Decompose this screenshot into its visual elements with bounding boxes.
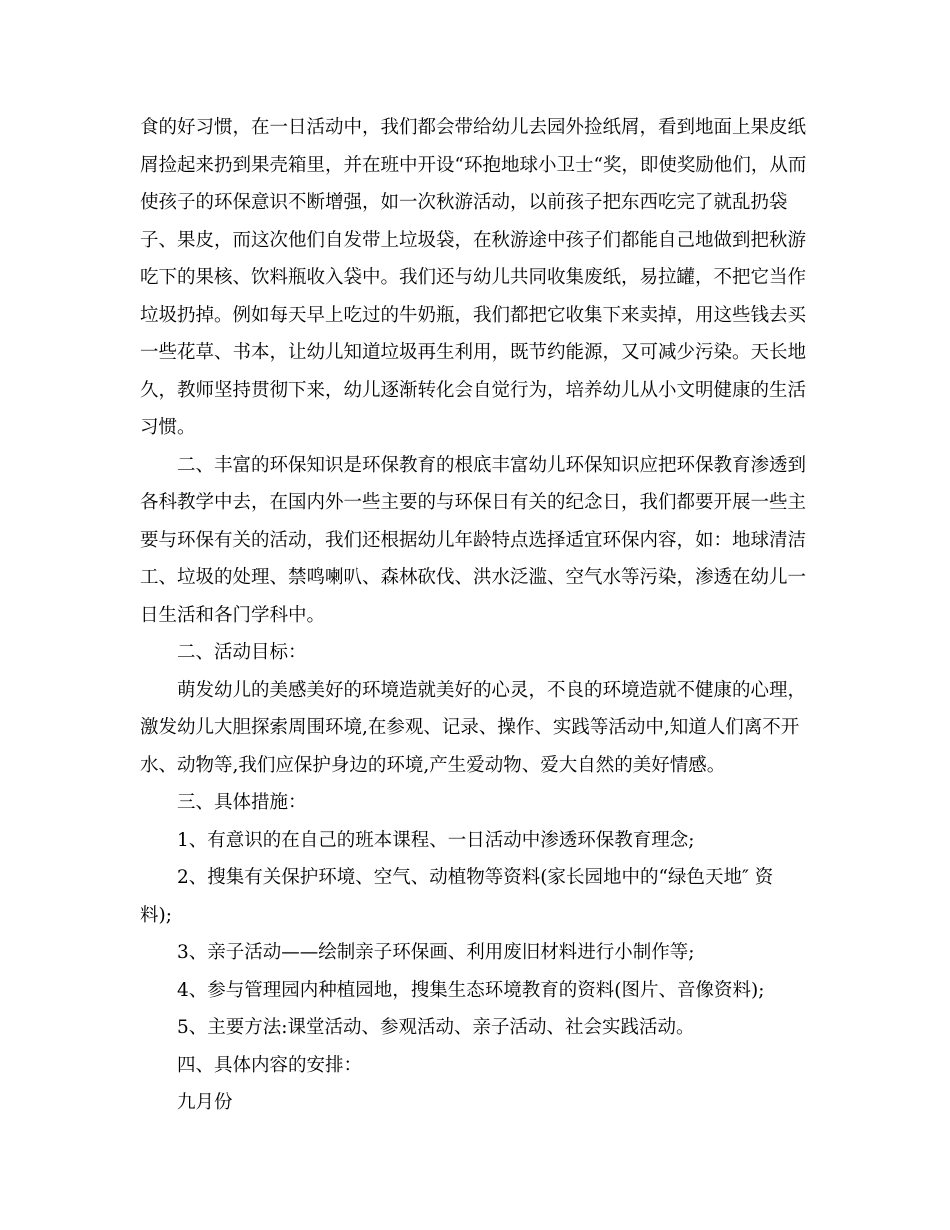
section-heading: 四、具体内容的安排： xyxy=(177,1054,363,1076)
heading-measures xyxy=(140,784,830,822)
text-line: 各科教学中去，在国内外一些主要的与环保日有关的纪念日，我们都要开展一些主 xyxy=(140,492,807,513)
text-line: 久，教师坚持贯彻下来，幼儿逐渐转化会自觉行为，培养幼儿从小文明健康的生活 xyxy=(140,379,807,401)
section-heading: 三、具体措施： xyxy=(177,792,307,813)
text-line: 子、果皮，而这次他们自发带上垃圾袋，在秋游途中孩子们都能自己地做到把秋游 xyxy=(140,229,807,251)
text-line: 食的好习惯，在一日活动中，我们都会带给幼儿去园外捡纸屑，看到地面上果皮纸 xyxy=(140,117,807,138)
paragraph-habits xyxy=(140,109,830,447)
heading-content-schedule xyxy=(140,1047,830,1085)
text-line: 吃下的果核、饮料瓶收入袋中。我们还与幼儿共同收集废纸，易拉罐，不把它当作 xyxy=(140,267,807,288)
text-line: 2、搜集有关保护环境、空气、动植物等资料(家长园地中的“绿色天地″ 资 xyxy=(177,867,774,888)
text-line: 使孩子的环保意识不断增强，如一次秋游活动，以前孩子把东西吃完了就乱扔袋 xyxy=(140,192,788,213)
text-line: 3、亲子活动——绘制亲子环保画、利用废旧材料进行小制作等; xyxy=(177,942,695,963)
list-item-1 xyxy=(140,822,830,860)
text-line: 屑捡起来扔到果壳箱里，并在班中开设“环抱地球小卫士“奖，即使奖励他们，从而 xyxy=(140,154,807,176)
paragraph-knowledge xyxy=(140,447,830,635)
text-line: 5、主要方法:课堂活动、参观活动、亲子活动、社会实践活动。 xyxy=(177,1017,695,1038)
heading-activity-goals xyxy=(140,634,830,672)
list-item-4 xyxy=(140,972,830,1010)
text-line: 垃圾扔掉。例如每天早上吃过的牛奶瓶，我们都把它收集下来卖掉，用这些钱去买 xyxy=(140,304,807,326)
text-line: 1、有意识的在自己的班本课程、一日活动中渗透环保教育理念; xyxy=(177,829,695,851)
text-line: 水、动物等,我们应保护身边的环境,产生爱动物、爱大自然的美好情感。 xyxy=(140,754,726,776)
text-line: 要与环保有关的活动，我们还根据幼儿年龄特点选择适宜环保内容，如：地球清洁 xyxy=(140,529,807,551)
text-line: 料); xyxy=(140,904,172,926)
text-line: 4、参与管理园内种植园地，搜集生态环境教育的资料(图片、音像资料); xyxy=(177,979,765,1001)
text-line: 激发幼儿大胆探索周围环境,在参观、记录、操作、实践等活动中,知道人们离不开 xyxy=(140,717,800,738)
month-label xyxy=(140,1084,830,1122)
text-line: 日生活和各门学科中。 xyxy=(140,604,326,626)
section-heading: 二、活动目标： xyxy=(177,642,307,663)
text-line: 萌发幼儿的美感美好的环境造就美好的心灵，不良的环境造就不健康的心理， xyxy=(177,679,807,701)
text-line: 二、丰富的环保知识是环保教育的根底丰富幼儿环保知识应把环保教育渗透到 xyxy=(177,454,807,476)
list-item-2 xyxy=(140,859,830,934)
text-line: 习惯。 xyxy=(140,417,196,438)
text-line: 九月份 xyxy=(177,1092,233,1113)
text-line: 工、垃圾的处理、禁鸣喇叭、森林砍伐、洪水泛滥、空气水等污染，渗透在幼儿一 xyxy=(140,567,807,588)
list-item-5 xyxy=(140,1009,830,1047)
list-item-3 xyxy=(140,934,830,972)
paragraph-goals xyxy=(140,672,830,785)
body-text xyxy=(140,109,830,1122)
text-line: 一些花草、书本，让幼儿知道垃圾再生利用，既节约能源，又可减少污染。天长地 xyxy=(140,342,807,363)
